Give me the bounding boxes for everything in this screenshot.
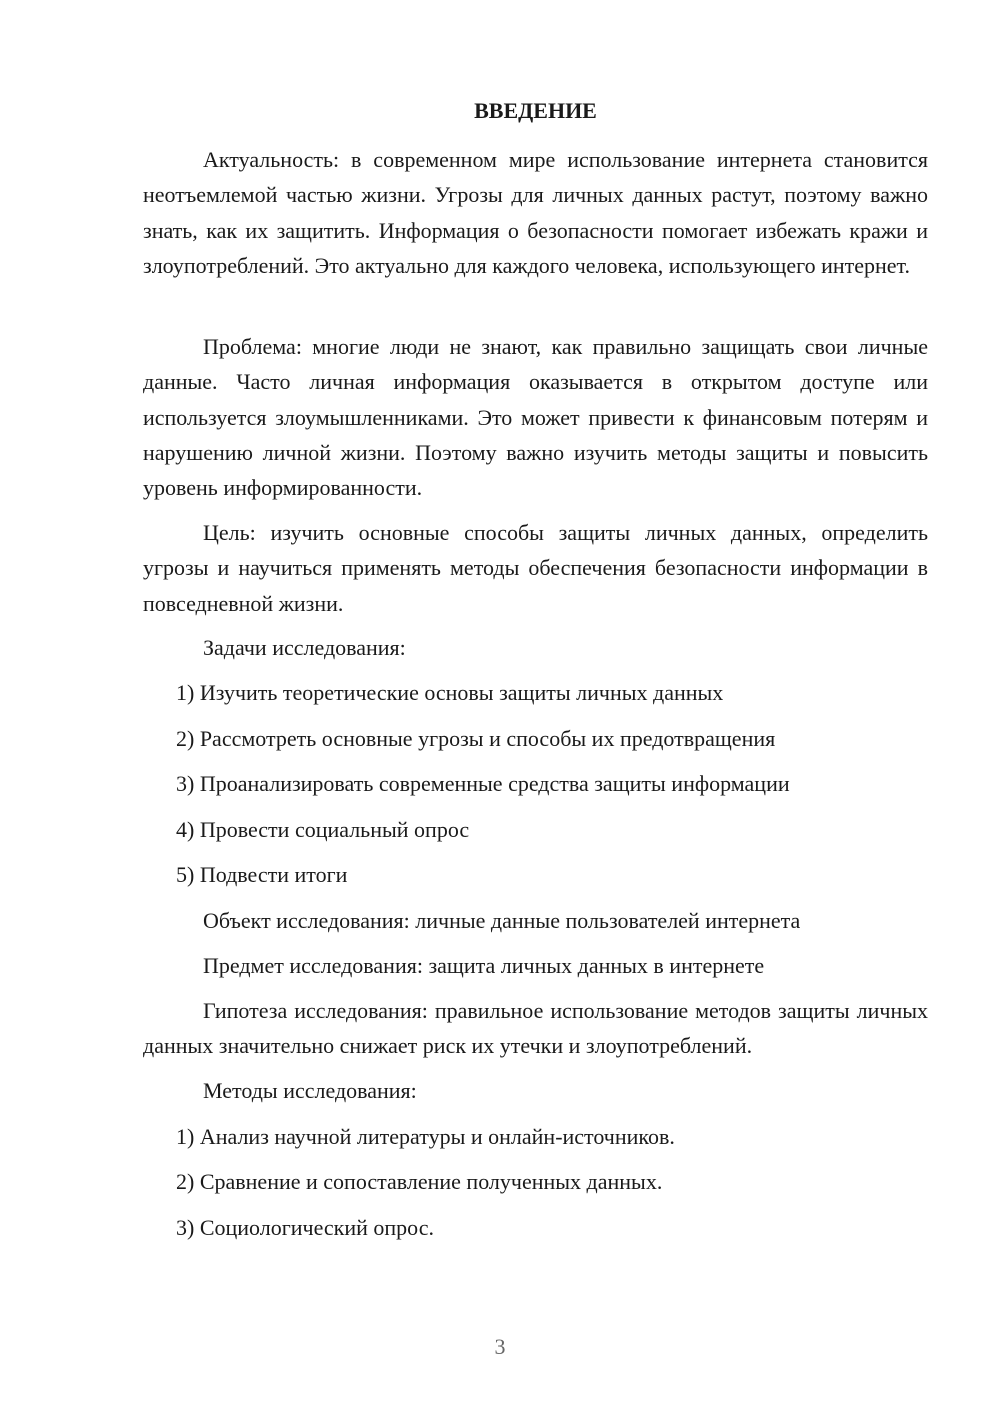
research-object: Объект исследования: личные данные пользователей интернета [203,908,801,933]
paragraph-relevance: Актуальность: в современном мире использование интернета становится неотъемлемой частью жизни. Угрозы для личных данных растут, поэтому важно знать, как их защитить. Информация о безопасности помогает избежать кражи и злоупотреблений. Это актуально для каждого человека, использующего интернет. [143,147,928,278]
list-item: 1) Анализ научной литературы и онлайн-источников. [176,1124,675,1149]
paragraph-goal: Цель: изучить основные способы защиты личных данных, определить угрозы и научиться применять методы обеспечения безопасности информации в повседневной жизни. [143,520,928,616]
list-item: 3) Проанализировать современные средства защиты информации [176,771,790,796]
list-item: 2) Рассмотреть основные угрозы и способы их предотвращения [176,726,776,751]
paragraph-hypothesis: Гипотеза исследования: правильное использование методов защиты личных данных значительно снижает риск их утечки и злоупотреблений. [143,998,928,1059]
document-page [143,0,928,1414]
list-item: 3) Социологический опрос. [176,1215,434,1240]
methods-heading: Методы исследования: [203,1078,417,1103]
page-title: ВВЕДЕНИЕ [474,98,597,123]
list-item: 4) Провести социальный опрос [176,817,470,842]
research-subject: Предмет исследования: защита личных данных в интернете [203,953,765,978]
list-item: 2) Сравнение и сопоставление полученных данных. [176,1169,663,1194]
list-item: 1) Изучить теоретические основы защиты личных данных [176,680,724,705]
page-number: 3 [494,1334,506,1359]
paragraph-problem: Проблема: многие люди не знают, как правильно защищать свои личные данные. Часто личная информация оказывается в открытом доступе или используется злоумышленниками. Это может привести к финансовым потерям и нарушению личной жизни. Поэтому важно изучить методы защиты и повысить уровень информированности. [143,334,928,501]
list-item: 5) Подвести итоги [176,862,348,887]
tasks-heading: Задачи исследования: [203,635,406,660]
